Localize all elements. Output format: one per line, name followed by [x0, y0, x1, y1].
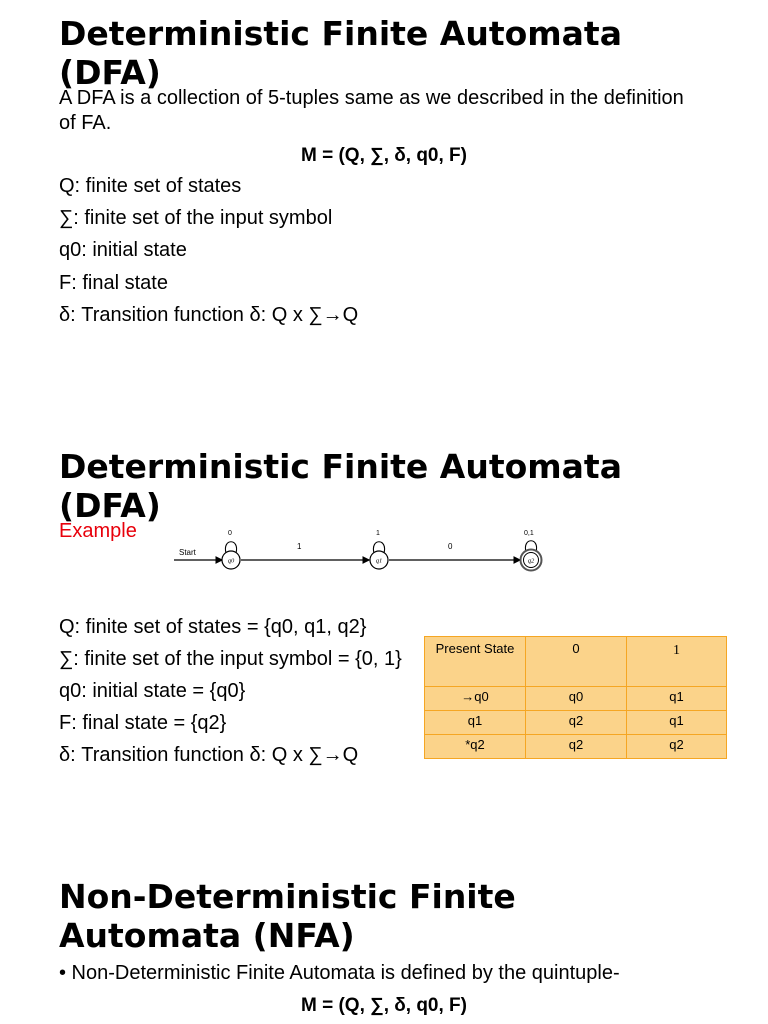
table-header-row: [425, 637, 727, 687]
table-cell: q1: [627, 687, 727, 711]
transition-label: 1: [297, 542, 302, 551]
slide-3-title-line-1: Non-Deterministic Finite: [59, 877, 516, 916]
self-loop-label: 1: [376, 530, 380, 537]
slide-1-title-line-1: Deterministic Finite Automata: [59, 14, 622, 53]
table-header-cell: 1: [627, 637, 727, 687]
table-cell: q2: [526, 735, 627, 759]
slide-3-bullet: • Non-Deterministic Finite Automata is defined by the quintuple-: [59, 962, 620, 984]
slide-1-item: F: final state: [59, 272, 168, 294]
slide-1-title-line-2: (DFA): [59, 53, 161, 92]
slide-2-item: Q: finite set of states = {q0, q1, q2}: [59, 616, 367, 638]
start-label: Start: [179, 548, 196, 557]
slide-2-item: δ: Transition function δ: Q x ∑→Q: [59, 744, 359, 766]
slide-1-item: δ: Transition function δ: Q x ∑→Q: [59, 304, 359, 326]
slide-1-intro-line-2: of FA.: [59, 112, 112, 134]
slide-1-item: Q: finite set of states: [59, 175, 242, 197]
slide-2-title-line-2: (DFA): [59, 486, 161, 525]
slide-1-item: ∑: finite set of the input symbol: [59, 207, 333, 229]
slide-3-formula: M = (Q, ∑, δ, q0, F): [301, 995, 467, 1016]
table-header-cell: 0: [526, 637, 627, 687]
slide-1-item: q0: initial state: [59, 239, 187, 261]
table-cell: *q2: [425, 735, 526, 759]
self-loop-label: 0,1: [524, 530, 534, 537]
table-row: [425, 687, 727, 711]
transition-label: 0: [448, 542, 453, 551]
table-cell: q1: [627, 711, 727, 735]
slide-1-intro-line-1: A DFA is a collection of 5-tuples same as we described in the definition: [59, 87, 684, 109]
transition-table: [424, 636, 727, 759]
dfa-state-diagram: [170, 522, 560, 580]
slide-2-title-line-1: Deterministic Finite Automata: [59, 447, 622, 486]
slide-2-item: ∑: finite set of the input symbol = {0, 1}: [59, 648, 402, 670]
slide-2-item: q0: initial state = {q0}: [59, 680, 246, 702]
table-row: [425, 735, 727, 759]
self-loop-label: 0: [228, 530, 232, 537]
example-label: Example: [59, 520, 137, 542]
slide-1-formula: M = (Q, ∑, δ, q0, F): [301, 145, 467, 166]
state-label: q0: [227, 557, 235, 565]
state-label: q1: [375, 557, 383, 565]
state-label: q2: [527, 557, 535, 565]
slide-3-title-line-2: Automata (NFA): [59, 916, 355, 955]
slide-2-item: F: final state = {q2}: [59, 712, 227, 734]
table-header-cell: Present State: [425, 637, 526, 687]
table-cell: q0: [526, 687, 627, 711]
table-cell: q2: [627, 735, 727, 759]
table-cell: →q0: [425, 687, 526, 711]
table-cell: q1: [425, 711, 526, 735]
table-row: [425, 711, 727, 735]
table-cell: q2: [526, 711, 627, 735]
